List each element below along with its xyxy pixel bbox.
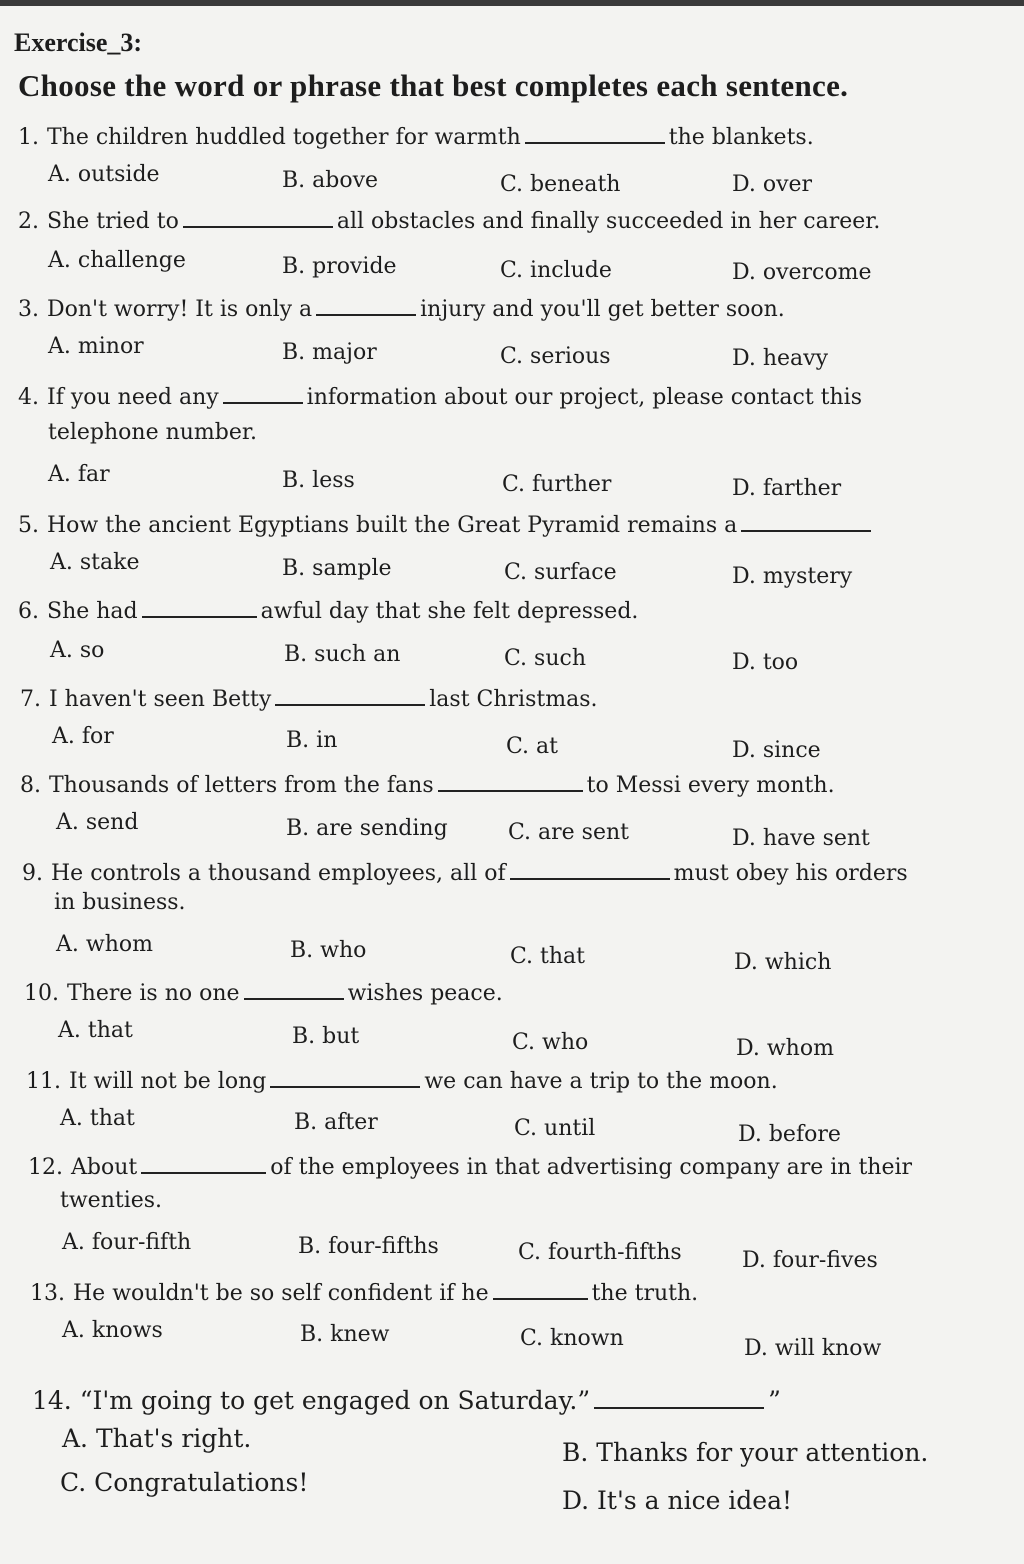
- question-1: [18, 120, 814, 150]
- question-stem: She had: [47, 599, 138, 624]
- question-continuation: in business.: [54, 890, 186, 915]
- question-number: 11.: [26, 1069, 61, 1094]
- exercise-title: Exercise_3:: [14, 28, 143, 57]
- question-stem-end: the blankets.: [668, 125, 814, 150]
- question-stem: It will not be long: [69, 1069, 267, 1094]
- option-b: B. such an: [284, 642, 401, 667]
- answer-blank: [741, 508, 871, 532]
- option-a: A. far: [48, 462, 110, 487]
- question-11: [26, 1064, 778, 1094]
- option-a: A. that: [58, 1018, 133, 1043]
- question-stem: If you need any: [47, 385, 219, 410]
- option-a: A. stake: [50, 550, 140, 575]
- question-number: 7.: [20, 687, 41, 712]
- option-c: C. fourth-fifths: [518, 1240, 682, 1265]
- option-b: B. four-fifths: [298, 1234, 439, 1259]
- question-number: 9.: [22, 861, 43, 886]
- question-number: 8.: [20, 773, 41, 798]
- question-5: [18, 508, 875, 538]
- question-stem: He controls a thousand employees, all of: [51, 861, 506, 886]
- question-number: 3.: [18, 297, 39, 322]
- option-a: A. send: [56, 810, 139, 835]
- option-a: A. That's right.: [62, 1424, 252, 1453]
- question-number: 14.: [32, 1386, 72, 1415]
- option-c: C. serious: [500, 344, 611, 369]
- answer-blank: [223, 380, 303, 404]
- option-a: A. outside: [48, 162, 160, 187]
- answer-blank: [493, 1276, 588, 1300]
- option-c: C. such: [504, 646, 586, 671]
- question-9: [22, 856, 908, 886]
- answer-blank: [316, 292, 416, 316]
- option-c: C. known: [520, 1326, 624, 1351]
- question-stem-end: we can have a trip to the moon.: [424, 1069, 778, 1094]
- answer-blank: [525, 120, 665, 144]
- question-2: [18, 204, 880, 234]
- question-stem-end: the truth.: [591, 1281, 699, 1306]
- option-d: D. too: [732, 650, 799, 675]
- option-b: B. major: [282, 340, 377, 365]
- question-number: 6.: [18, 599, 39, 624]
- answer-blank: [270, 1064, 420, 1088]
- option-b: B. after: [294, 1110, 378, 1135]
- question-stem: I haven't seen Betty: [49, 687, 272, 712]
- question-stem-end: all obstacles and finally succeeded in her career.: [336, 209, 881, 234]
- option-c: C. surface: [504, 560, 617, 585]
- question-number: 2.: [18, 209, 39, 234]
- question-stem: Thousands of letters from the fans: [49, 773, 434, 798]
- option-a: A. for: [52, 724, 114, 749]
- question-8: [20, 768, 835, 798]
- option-a: A. so: [50, 638, 105, 663]
- question-stem: About: [71, 1155, 138, 1180]
- question-stem-end: awful day that she felt depressed.: [260, 599, 639, 624]
- option-c: C. include: [500, 258, 612, 283]
- answer-blank: [142, 594, 257, 618]
- option-b: B. provide: [282, 254, 397, 279]
- instruction: Choose the word or phrase that best completes each sentence.: [18, 68, 849, 103]
- question-number: 1.: [18, 125, 39, 150]
- option-a: A. four-fifth: [62, 1230, 192, 1255]
- answer-blank: [275, 682, 425, 706]
- option-c: C. at: [506, 734, 558, 759]
- question-number: 12.: [28, 1155, 63, 1180]
- option-a: A. that: [60, 1106, 135, 1131]
- question-stem-end: of the employees in that advertising company are in their: [270, 1155, 913, 1180]
- question-continuation: telephone number.: [48, 420, 257, 445]
- option-c: C. until: [514, 1116, 596, 1141]
- question-6: [18, 594, 638, 624]
- option-b: B. above: [282, 168, 379, 193]
- option-d: D. since: [732, 738, 821, 763]
- question-number: 13.: [30, 1281, 65, 1306]
- question-stem: There is no one: [67, 981, 240, 1006]
- option-b: B. but: [292, 1024, 360, 1049]
- option-d: D. which: [734, 950, 832, 975]
- option-a: A. whom: [56, 932, 153, 957]
- question-13: [30, 1276, 698, 1306]
- option-b: B. in: [286, 728, 338, 753]
- option-c: C. that: [510, 944, 586, 969]
- option-b: B. who: [290, 938, 367, 963]
- option-a: A. knows: [62, 1318, 163, 1343]
- question-number: 4.: [18, 385, 39, 410]
- question-12: [28, 1150, 912, 1180]
- question-stem-end: ”: [768, 1386, 781, 1415]
- question-stem-end: information about our project, please contact this: [306, 385, 862, 410]
- question-continuation: twenties.: [60, 1188, 163, 1213]
- option-c: C. beneath: [500, 172, 621, 197]
- option-d: D. overcome: [732, 260, 872, 285]
- option-d: D. heavy: [732, 346, 829, 371]
- question-stem: The children huddled together for warmth: [47, 125, 521, 150]
- option-d: D. mystery: [732, 564, 853, 589]
- question-stem-end: must obey his orders: [673, 861, 908, 886]
- option-b: B. Thanks for your attention.: [562, 1438, 929, 1467]
- question-stem: She tried to: [47, 209, 179, 234]
- question-stem-end: injury and you'll get better soon.: [420, 297, 785, 322]
- option-d: D. over: [732, 172, 813, 197]
- option-b: B. knew: [300, 1322, 390, 1347]
- option-c: C. are sent: [508, 820, 629, 845]
- question-number: 10.: [24, 981, 59, 1006]
- option-a: A. challenge: [48, 248, 186, 273]
- answer-blank: [510, 856, 670, 880]
- question-stem-end: last Christmas.: [429, 687, 598, 712]
- option-d: D. farther: [732, 476, 842, 501]
- answer-blank: [141, 1150, 266, 1174]
- option-c: C. further: [502, 472, 612, 497]
- question-3: [18, 292, 785, 322]
- question-number: 5.: [18, 513, 39, 538]
- option-b: B. less: [282, 468, 355, 493]
- option-d: D. It's a nice idea!: [562, 1486, 793, 1515]
- question-stem: He wouldn't be so self confident if he: [73, 1281, 489, 1306]
- option-c: C. who: [512, 1030, 589, 1055]
- question-stem: Don't worry! It is only a: [47, 297, 313, 322]
- question-14: [32, 1382, 781, 1415]
- question-stem-end: to Messi every month.: [586, 773, 835, 798]
- option-d: D. four-fives: [742, 1248, 878, 1273]
- option-d: D. whom: [736, 1036, 834, 1061]
- answer-blank: [183, 204, 333, 228]
- answer-blank: [244, 976, 344, 1000]
- option-d: D. will know: [744, 1336, 882, 1361]
- question-10: [24, 976, 503, 1006]
- option-b: B. sample: [282, 556, 392, 581]
- question-7: [20, 682, 598, 712]
- question-stem: “I'm going to get engaged on Saturday.”: [79, 1386, 591, 1415]
- question-stem: How the ancient Egyptians built the Great Pyramid remains a: [47, 513, 738, 538]
- option-d: D. have sent: [732, 826, 870, 851]
- question-4: [18, 380, 862, 410]
- question-stem-end: wishes peace.: [347, 981, 503, 1006]
- option-c: C. Congratulations!: [60, 1468, 309, 1497]
- answer-blank: [438, 768, 583, 792]
- option-a: A. minor: [48, 334, 144, 359]
- answer-blank: [594, 1382, 764, 1409]
- option-b: B. are sending: [286, 816, 448, 841]
- option-d: D. before: [738, 1122, 841, 1147]
